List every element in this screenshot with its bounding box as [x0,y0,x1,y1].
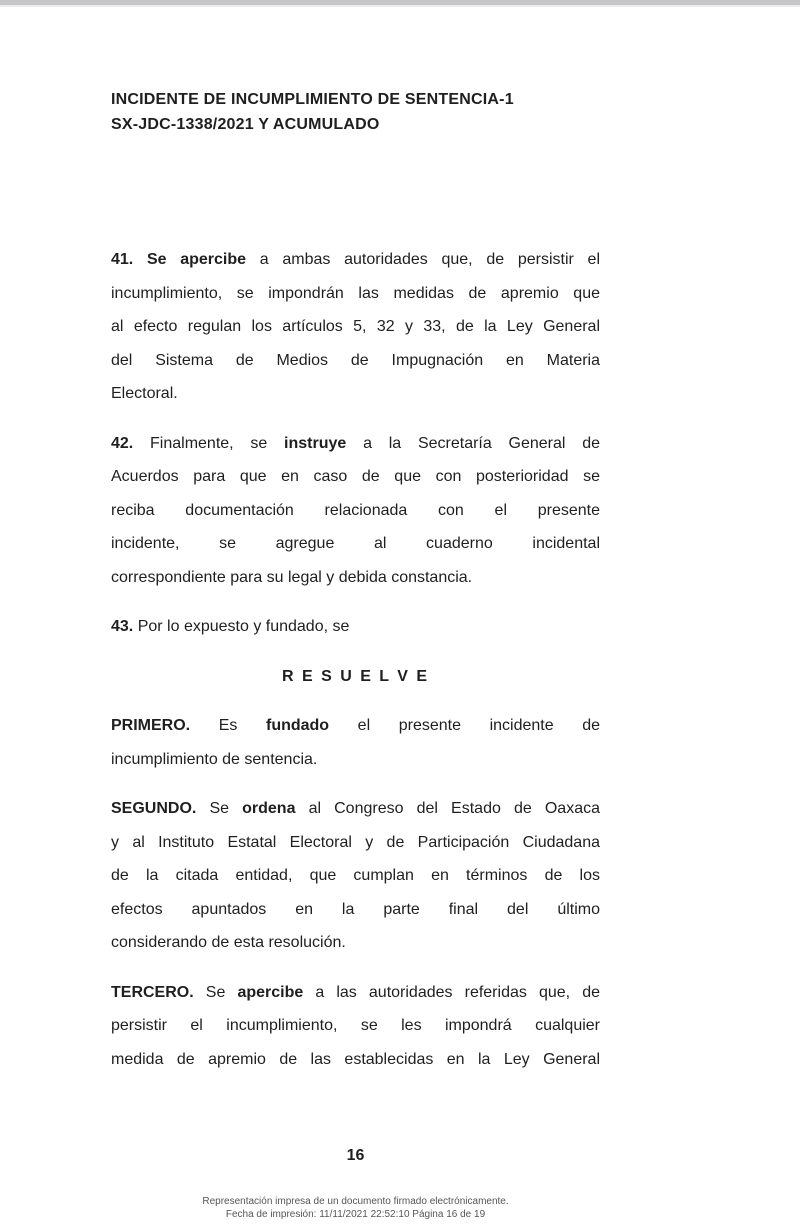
text-line: de la citada entidad, que cumplan en términos de los [111,867,600,884]
text-line: efectos apuntados en la parte final del último [111,900,600,918]
document-body [111,243,600,1076]
header-line-1: INCIDENTE DE INCUMPLIMIENTO DE SENTENCIA-1 [111,91,514,108]
text-line: del Sistema de Medios de Impugnación en Materia [111,351,600,369]
text-line: 42. Finalmente, se instruye a la Secretaría General de [111,434,601,452]
text-line: SEGUNDO. Se ordena al Congreso del Estado de Oaxaca [111,800,600,817]
text-line: correspondiente para su legal y debida constancia. [111,568,473,586]
text-line: incidente, se agregue al cuaderno incidental [111,535,600,552]
resuelve-heading [111,660,600,694]
text-line: PRIMERO. Es fundado el presente incidente de [111,717,601,734]
text-line: 41. Se apercibe a ambas autoridades que, de persistir el [111,251,601,268]
text-line: R E S U E L V E [281,667,430,685]
paragraph-43 [111,610,600,644]
top-bar [0,0,800,7]
text-line: considerando de esta resolución. [111,934,346,951]
paragraph-tercero [111,976,600,1077]
text-line: incumplimiento, se impondrán las medidas de apremio que [111,284,600,302]
paragraph-42 [111,427,600,595]
paragraph-41 [111,243,600,411]
text-line: persistir el incumplimiento, se les impondrá cualquier [111,1017,600,1034]
text-line: Electoral. [111,385,178,402]
paragraph-primero [111,709,600,776]
header-line-2: SX-JDC-1338/2021 Y ACUMULADO [111,116,380,133]
footer-line-2: Fecha de impresión: 11/11/2021 22:52:10 Página 16 de 19 [225,1209,486,1220]
document-header [111,87,600,137]
page-number: 16 [346,1147,365,1164]
text-line: Acuerdos para que en caso de que con posterioridad se [111,468,600,485]
footer-line-1: Representación impresa de un documento firmado electrónicamente. [202,1196,509,1207]
text-line: reciba documentación relacionada con el presente [111,501,600,519]
print-footer [111,1195,600,1221]
text-line: al efecto regulan los artículos 5, 32 y 33, de la Ley General [111,318,600,335]
text-line: 43. Por lo expuesto y fundado, se [111,618,350,635]
text-line: medida de apremio de las establecidas en la Ley General [111,1050,600,1068]
text-line: TERCERO. Se apercibe a las autoridades referidas que, de [111,983,600,1001]
text-line: y al Instituto Estatal Electoral y de Participación Ciudadana [111,833,600,851]
document-content [111,7,600,1173]
text-line: incumplimiento de sentencia. [111,750,318,768]
paragraph-segundo [111,792,600,960]
